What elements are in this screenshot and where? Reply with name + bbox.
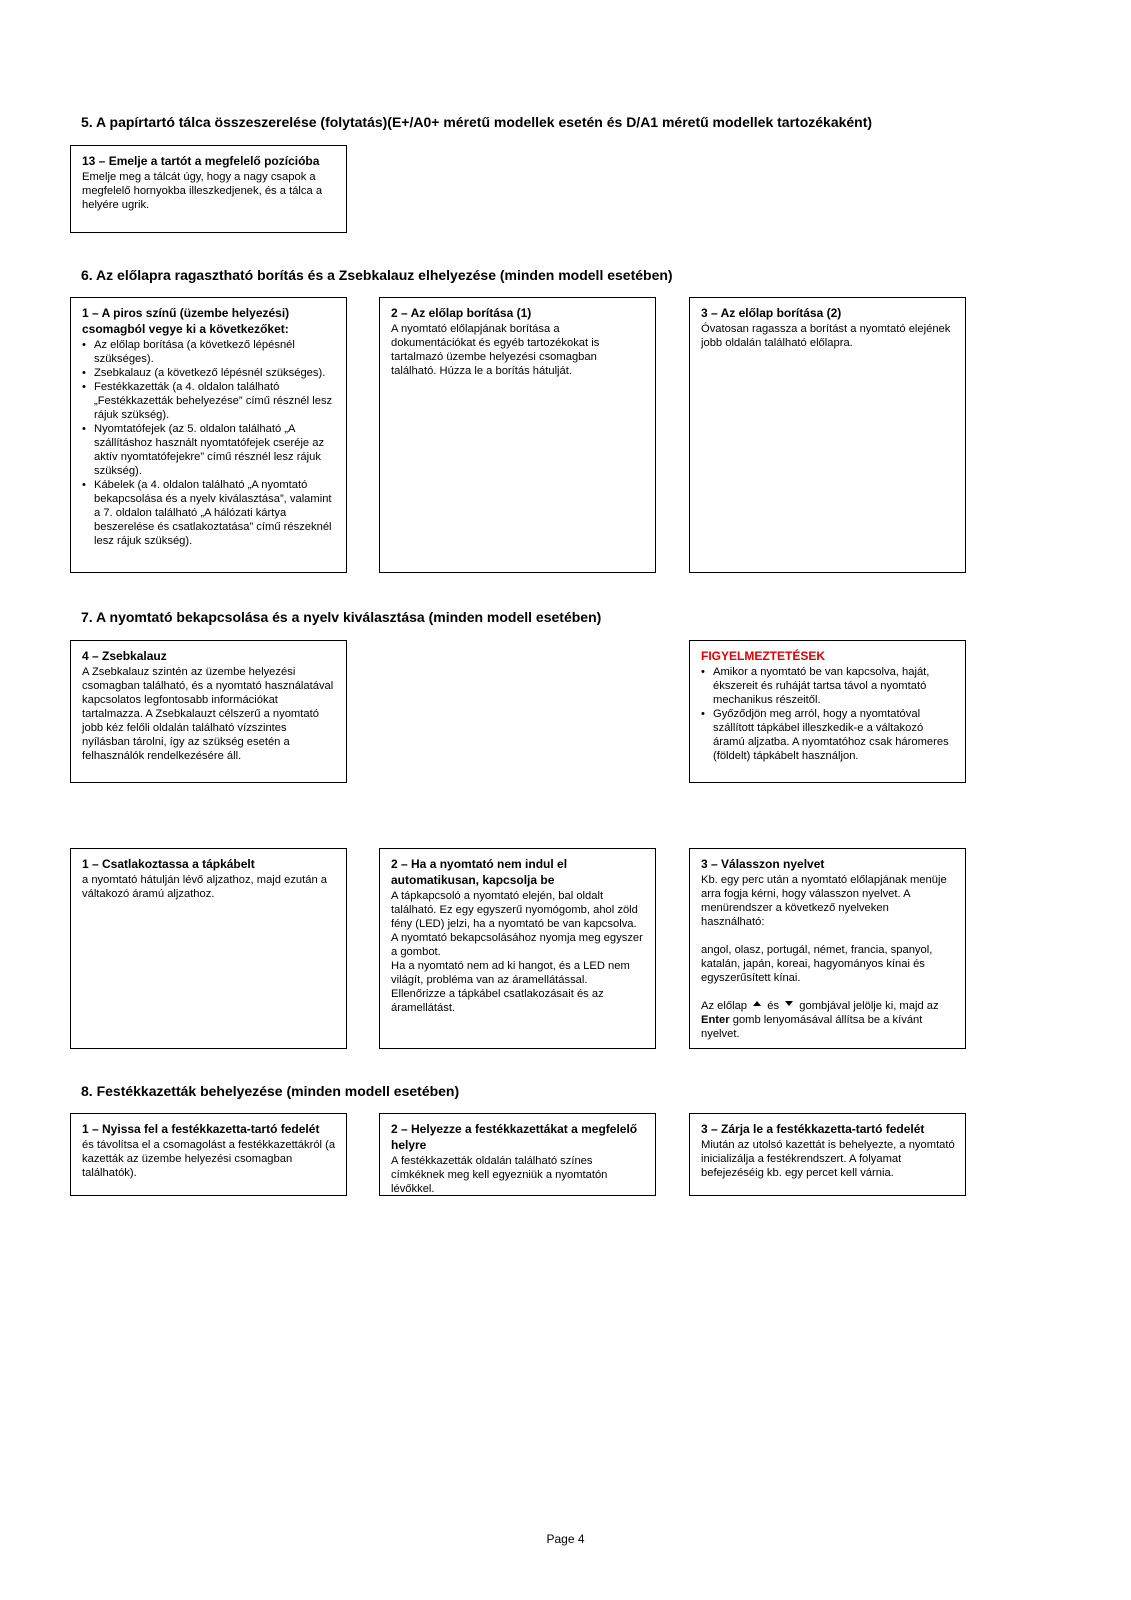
s7-step-3-text-2: angol, olasz, portugál, német, francia, spanyol, katalán, japán, koreai, hagyományos kínai és egyszerűsített kínai. <box>701 944 933 984</box>
s7-step-4-text: A Zsebkalauz szintén az üzembe helyezési csomagban található, és a nyomtató használatával kapcsolatos legfontosabb információkat tartalmazza. A Zsebkalauzt célszerű a nyomtató jobb kéz felőli oldalán található vízszintes nyílásban tárolni, így az szükség esetén a felhasználók rendelkezésére áll. <box>82 666 334 762</box>
s7-step-3-text-1: Kb. egy perc után a nyomtató előlapjának menüje arra fogja kérni, hogy válasszon nyelvet. A menürendszer a következő nyelveken használható: <box>701 874 947 928</box>
s7-step-2-text-3: Ha a nyomtató nem ad ki hangot, és a LED nem világít, probléma van az áramellátással. Ellenőrizze a tápkábel csatlakozásait és az áramellátást. <box>391 960 630 1014</box>
up-arrow-icon <box>753 1001 761 1006</box>
s7-step-2-box <box>379 848 656 1049</box>
s6-step-1-box <box>70 297 347 573</box>
step-13-box <box>70 145 347 233</box>
list-item: • Győződjön meg arról, hogy a nyomtatóval szállított tápkábel illeszkedik-e a váltakozó áramú aljzatba. A nyomtatóhoz csak háromeres (földelt) tápkábelt használjon. <box>701 707 955 763</box>
list-item: • Az előlap borítása (a következő lépésnél szükséges). <box>82 338 336 366</box>
section-8-title: 8. Festékkazetták behelyezése (minden modell esetében) <box>81 1083 460 1099</box>
s8-step-3-text: Miután az utolsó kazettát is behelyezte, a nyomtató inicializálja a festékrendszert. A folyamat befejezéséig kb. egy percet kell várnia. <box>701 1139 955 1179</box>
s8-step-2-title: 2 – Helyezze a festékkazettákat a megfelelő helyre <box>391 1122 638 1152</box>
s8-step-3-box <box>689 1113 966 1196</box>
s6-step-3-title: 3 – Az előlap borítása (2) <box>701 306 842 320</box>
s7-step-2-title: 2 – Ha a nyomtató nem indul el automatikusan, kapcsolja be <box>391 857 568 887</box>
s8-step-1-text: és távolítsa el a csomagolást a festékkazettákról (a kazetták az üzembe helyezési csomagban találhatók). <box>82 1139 336 1179</box>
s6-step-2-text: A nyomtató előlapjának borítása a dokumentációkat és egyéb tartozékokat is tartalmazó üzembe helyezési csomagban található. Húzza le a borítás hátulját. <box>391 323 600 377</box>
s7-step-3-box <box>689 848 966 1049</box>
s7-step-4-title: 4 – Zsebkalauz <box>82 649 167 663</box>
enter-key-label: Enter <box>701 1014 730 1026</box>
s8-step-3-title: 3 – Zárja le a festékkazetta-tartó fedelét <box>701 1122 925 1136</box>
list-item: • Kábelek (a 4. oldalon található „A nyomtató bekapcsolása és a nyelv kiválasztása”, valamint a 7. oldalon található „A hálózati kártya beszerelése és csatlakoztatása” című részeknél lesz rájuk szükség). <box>82 478 336 548</box>
s8-step-1-title: 1 – Nyissa fel a festékkazetta-tartó fedelét <box>82 1122 320 1136</box>
warning-box <box>689 640 966 783</box>
s7-step-4-box <box>70 640 347 783</box>
s6-step-2-box <box>379 297 656 573</box>
warning-title: FIGYELMEZTETÉSEK <box>701 649 826 663</box>
s7-step-1-box <box>70 848 347 1049</box>
list-item: • Festékkazetták (a 4. oldalon található „Festékkazetták behelyezése” című résznél lesz rájuk szükség). <box>82 380 336 422</box>
down-arrow-icon <box>785 1001 793 1006</box>
s6-step-1-title: 1 – A piros színű (üzembe helyezési) csomagból vegye ki a következőket: <box>82 306 290 336</box>
s8-step-1-box <box>70 1113 347 1196</box>
and-label: és <box>767 1000 780 1012</box>
s7-step-1-title: 1 – Csatlakoztassa a tápkábelt <box>82 857 255 871</box>
section-7-title: 7. A nyomtató bekapcsolása és a nyelv kiválasztása (minden modell esetében) <box>81 609 602 625</box>
s6-step-3-text: Óvatosan ragassza a borítást a nyomtató elejének jobb oldalán található előlapra. <box>701 323 951 349</box>
s7-step-3-text-3 <box>701 999 955 1041</box>
list-item: • Nyomtatófejek (az 5. oldalon található „A szállításhoz használt nyomtatófejek cseréje az aktív nyomtatófejekre” című résznél lesz rájuk szükség). <box>82 422 336 478</box>
s8-step-2-box <box>379 1113 656 1196</box>
step-13-text: Emelje meg a tálcát úgy, hogy a nagy csapok a megfelelő hornyokba illeszkedjenek, és a tálca a helyére ugrik. <box>82 171 323 211</box>
front-panel-label: Az előlap <box>701 1000 748 1012</box>
s7-step-1-text: a nyomtató hátulján lévő aljzathoz, majd ezután a váltakozó áramú aljzathoz. <box>82 874 328 900</box>
s7-step-2-text-2: A nyomtató bekapcsolásához nyomja meg egyszer a gombot. <box>391 932 643 958</box>
select-label: gombjával jelölje ki, majd az <box>799 1000 939 1012</box>
s6-step-2-title: 2 – Az előlap borítása (1) <box>391 306 532 320</box>
s8-step-2-text: A festékkazetták oldalán található színes címkéknek meg kell egyezniük a nyomtatón lévőkkel. <box>391 1155 608 1195</box>
s6-step-3-box <box>689 297 966 573</box>
s6-step-1-list <box>82 338 336 548</box>
step-13-title: 13 – Emelje a tartót a megfelelő pozícióba <box>82 154 320 168</box>
s7-step-3-title: 3 – Válasszon nyelvet <box>701 857 825 871</box>
s7-step-2-text-1: A tápkapcsoló a nyomtató elején, bal oldalt található. Ez egy egyszerű nyomógomb, ahol zöld fény (LED) jelzi, ha a nyomtató be van kapcsolva. <box>391 890 638 930</box>
section-6-title: 6. Az előlapra ragasztható borítás és a Zsebkalauz elhelyezése (minden modell esetében) <box>81 267 673 283</box>
confirm-label: gomb lenyomásával állítsa be a kívánt nyelvet. <box>701 1014 923 1040</box>
list-item: • Amikor a nyomtató be van kapcsolva, haját, ékszereit és ruháját tartsa távol a nyomtató mechanikus részeitől. <box>701 665 955 707</box>
section-5-title: 5. A papírtartó tálca összeszerelése (folytatás)(E+/A0+ méretű modellek esetén és D/A1 méretű modellek tartozékaként) <box>81 114 873 130</box>
list-item: • Zsebkalauz (a következő lépésnél szükséges). <box>82 366 336 380</box>
warning-list <box>701 665 955 763</box>
page-number: Page 4 <box>546 1532 585 1546</box>
